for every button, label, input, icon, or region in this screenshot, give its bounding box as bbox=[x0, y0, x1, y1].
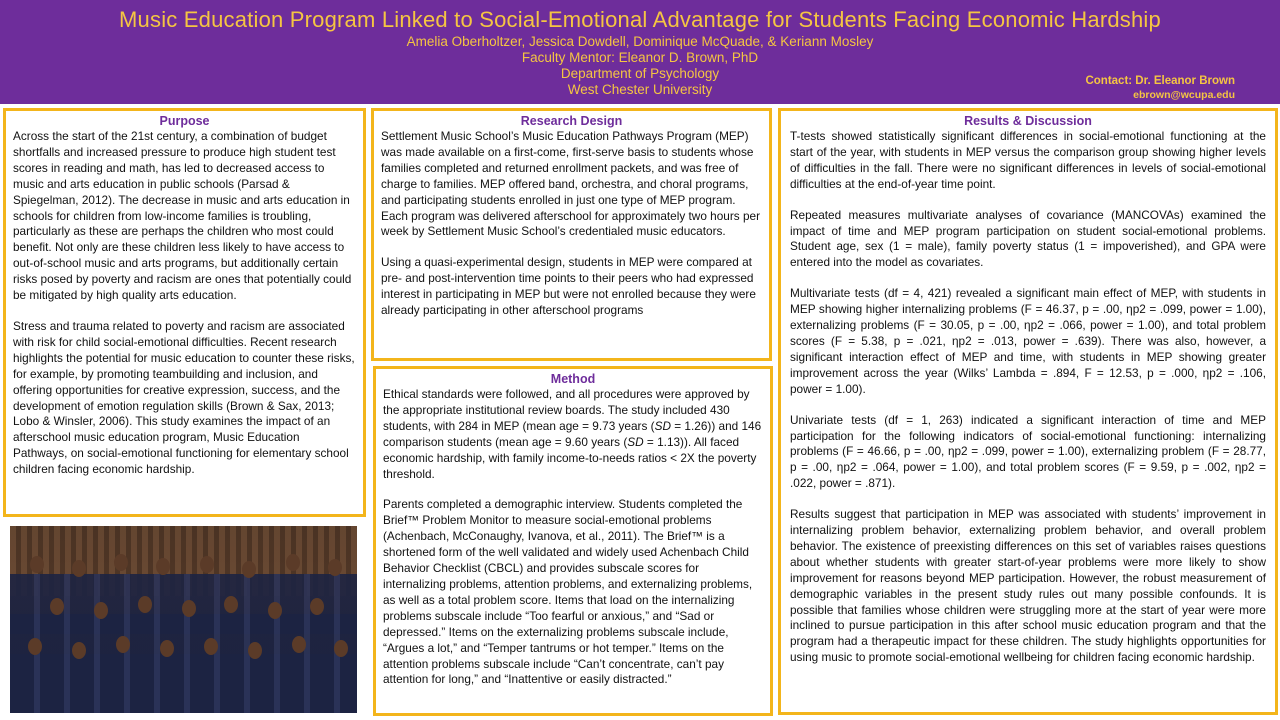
photo-face bbox=[248, 642, 262, 659]
photo-face bbox=[116, 636, 130, 653]
method-text: Ethical standards were followed, and all procedures were approved by the appropriate institutional review boards. The study included 430 students, with 284 in MEP (mean age = 9.73 years ( bbox=[383, 387, 750, 433]
method-heading: Method bbox=[550, 372, 596, 386]
photo-face bbox=[268, 602, 282, 619]
photo-face bbox=[204, 638, 218, 655]
results-paragraph-2: Repeated measures multivariate analyses of covariance (MANCOVAs) examined the impact of time and MEP program participation on student social-emotional problems. Student age, sex (1 = male), family poverty status (1 = impoverished), and GPA were entered into the model as covariates. bbox=[790, 207, 1266, 270]
photo-face bbox=[200, 556, 214, 573]
photo-face bbox=[72, 642, 86, 659]
results-paragraph-4: Univariate tests (df = 1, 263) indicated a significant interaction of time and MEP participation for the following indicators of social-emotional functioning: internalizing problems (F = 46.66, p = .00, ηp2 = .099, power = 1.00), externalizing problem (F = 28.77, p = .00, ηp2 = .064, power = 1.00), and total problem scores (F = 9.59, p = .002, ηp2 = .022, power = .871). bbox=[790, 412, 1266, 491]
choir-photo bbox=[10, 526, 357, 713]
authors: Amelia Oberholtzer, Jessica Dowdell, Dominique McQuade, & Keriann Mosley bbox=[406, 34, 874, 49]
photo-face bbox=[28, 638, 42, 655]
contact-block bbox=[1085, 74, 1235, 102]
photo-face bbox=[334, 640, 348, 657]
method-paragraph-2: Parents completed a demographic interview. Students completed the Brief™ Problem Monitor to measure social-emotional problems (Achenbach, McConaughy, Ivanova, et al., 2011). The Brief™ is a shortened form of the well validated and widely used Achenbach Child Behavior Checklist (CBCL) and provides subscale scores for internalizing problems, attention problems, and externalizing problems, as well as a total problem score. Items that load on the internalizing problems subscale include “Too fearful or anxious,” and “Sad or depressed.” Items on the externalizing problems subscale include, “Argues a lot,” and “Temper tantrums or hot temper.” Items on the attention problems subscale include “Can’t concentrate, can’t pay attention for long,” and “Inattentive or easily distracted.” bbox=[383, 497, 753, 687]
results-paragraph-5: Results suggest that participation in MEP was associated with students’ improvement in internalizing problem behavior, externalizing problem behavior, and overall problem behavior. The existence of preexisting differences on this set of variables raises questions about whether students with greater start-of-year problems were more likely to show improvement for reasons beyond MEP participation. However, the robust measurement of demographic variables in the present study rules out many possible confounds. It is possible that families whose children were struggling more at the start of year were more inclined to pursue participation in this after school music education program and that the program had a therapeutic impact for these children. The study highlights opportunities for using music to promote social-emotional wellbeing for children facing economic hardship. bbox=[790, 507, 1266, 665]
purpose-panel bbox=[3, 108, 366, 517]
photo-choir-row bbox=[10, 654, 357, 713]
photo-face bbox=[224, 596, 238, 613]
photo-face bbox=[328, 559, 342, 576]
purpose-paragraph-2: Stress and trauma related to poverty and racism are associated with risk for child social-emotional difficulties. Recent research highlights the potential for music education to counter these risks, for example, by promoting teambuilding and inclusion, and offering opportunities for creative expression, success, and the development of emotion regulation skills (Brown & Sax, 2013; Lobo & Winsler, 2006). This study examines the impact of an afterschool music education program, Music Education Pathways, on social-emotional functioning for elementary school children facing economic hardship. bbox=[13, 318, 355, 477]
research-design-paragraph-2: Using a quasi-experimental design, students in MEP were compared at pre- and post-intervention time points to their peers who had expressed interest in participating in MEP but were not enrolled because they were already participating in other afterschool programs bbox=[381, 255, 756, 318]
photo-face bbox=[160, 640, 174, 657]
photo-face bbox=[310, 598, 324, 615]
department: Department of Psychology bbox=[560, 66, 720, 81]
photo-face bbox=[94, 602, 108, 619]
poster-header bbox=[0, 0, 1280, 104]
photo-face bbox=[242, 561, 256, 578]
sd-label: SD bbox=[627, 434, 644, 449]
photo-face bbox=[286, 554, 300, 571]
photo-face bbox=[114, 554, 128, 571]
method-panel bbox=[373, 366, 773, 716]
method-text: = 1.26)) and 146 comparison students (mean age = 9.60 years ( bbox=[383, 418, 762, 449]
photo-face bbox=[182, 600, 196, 617]
photo-face bbox=[138, 596, 152, 613]
photo-face bbox=[156, 558, 170, 575]
method-paragraph-1 bbox=[383, 387, 763, 482]
poster-title: Music Education Program Linked to Social-Emotional Advantage for Students Facing Economic Hardship bbox=[119, 7, 1161, 32]
results-discussion-panel bbox=[778, 108, 1278, 715]
university: West Chester University bbox=[567, 82, 713, 97]
method-text: = 1.13)). All faced economic hardship, with family income-to-needs ratios < 2X the poverty threshold. bbox=[383, 434, 757, 481]
results-paragraph-1: T-tests showed statistically significant differences in social-emotional functioning at the start of the year, with students in MEP versus the comparison group showing higher levels of difficulties in the fall. There were no significant differences in levels of social-emotional difficulties at the end-of-year time point. bbox=[790, 129, 1266, 191]
results-heading: Results & Discussion bbox=[964, 114, 1092, 128]
photo-face bbox=[292, 636, 306, 653]
photo-face bbox=[72, 560, 86, 577]
faculty-mentor: Faculty Mentor: Eleanor D. Brown, PhD bbox=[521, 50, 759, 65]
research-design-panel bbox=[371, 108, 772, 361]
photo-face bbox=[50, 598, 64, 615]
photo-face bbox=[30, 556, 44, 573]
contact-label: Contact: Dr. Eleanor Brown bbox=[1085, 75, 1235, 87]
purpose-heading: Purpose bbox=[159, 114, 210, 128]
purpose-paragraph-1: Across the start of the 21st century, a combination of budget shortfalls and increased pressure to produce high student test scores in reading and math, has led to decreased access to music and arts education in public schools (Parsad & Spiegelman, 2012). The decrease in music and arts education in schools for children from low-income families is troubling, particularly as these are perhaps the children who most could benefit. Not only are these children less likely to have access to out-of-school music and arts programs, but additionally certain risks posed by poverty and racism are ones that potentially could be mitigated by high quality arts education. bbox=[13, 129, 352, 303]
research-design-paragraph-1: Settlement Music School’s Music Education Pathways Program (MEP) was made available on a first-come, first-serve basis to students whose families completed and returned enrollment packets, and was free of charge to families. MEP offered band, orchestra, and choral programs, and participating students enrolled in just one type of MEP program. Each program was delivered afterschool for approximately two hours per week by Settlement Music School’s credentialed music educators. bbox=[381, 129, 760, 239]
sd-label: SD bbox=[654, 418, 671, 433]
results-paragraph-3: Multivariate tests (df = 4, 421) revealed a significant main effect of MEP, with students in MEP showing higher internalizing problems (F = 46.37, p = .00, ηp2 = .099, power = 1.00), externalizing problems (F = 30.05, p = .00, ηp2 = .066, power = 1.00), and total problem scores (F = 5.38, p = .021, ηp2 = .013, power = .639). There was also, however, a significant interaction effect of MEP and time, with students in MEP showing greater improvement across the year (Wilks’ Lambda = .894, F = 12.53, p = .000, ηp2 = .106, power = 1.00). bbox=[790, 286, 1266, 396]
contact-email[interactable]: ebrown@wcupa.edu bbox=[1133, 89, 1235, 101]
research-design-heading: Research Design bbox=[520, 114, 623, 128]
